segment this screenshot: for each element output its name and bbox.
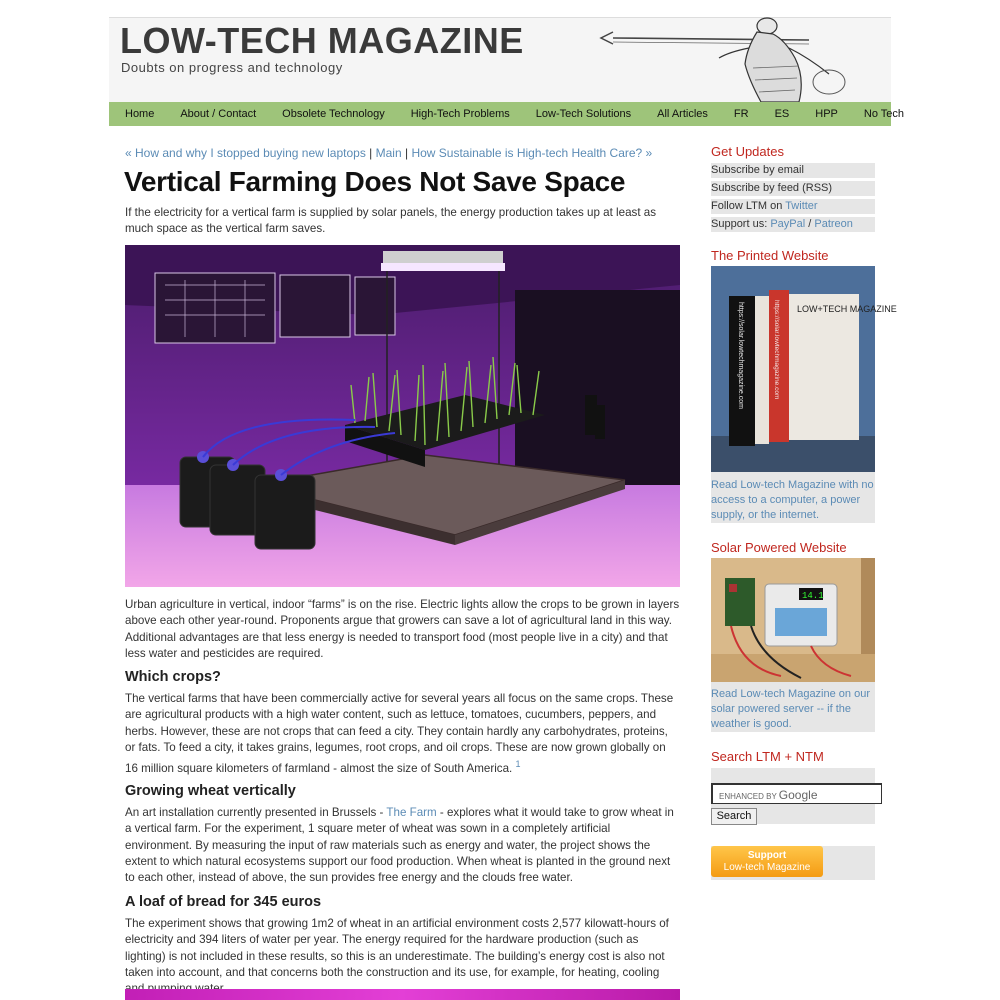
- support-us-row: [711, 217, 875, 232]
- nav-item-hpp[interactable]: HPP: [815, 108, 838, 120]
- paragraph-text: An art installation currently presented in Brussels -: [125, 806, 387, 819]
- get-updates-heading: Get Updates: [711, 144, 784, 159]
- support-button-sublabel: Low-tech Magazine: [723, 862, 811, 873]
- support-separator: /: [805, 218, 815, 230]
- support-prefix: Support us:: [711, 218, 771, 230]
- nav-item-obsolete-technology[interactable]: Obsolete Technology: [282, 108, 385, 120]
- solar-website-heading: Solar Powered Website: [711, 540, 847, 555]
- nav-item-fr[interactable]: FR: [733, 108, 749, 120]
- article-hero-image: [125, 245, 680, 587]
- paragraph-text: - explores what it would take to grow wheat in a vertical farm. For the experiment, 1 square meter of wheat was sown in a completely artificial environment. By measuring the input of raw materials such as energy and water, the project shows the extent to which natural ecosystems support our food production. When wheat is planted in the ground next to each other, instead of above, the sun provides free energy and the clouds free water.: [125, 806, 674, 885]
- footnote-link[interactable]: 1: [515, 759, 521, 770]
- paypal-link[interactable]: PayPal: [770, 218, 806, 230]
- search-box: [711, 768, 875, 824]
- page-title: Vertical Farming Does Not Save Space: [124, 166, 626, 197]
- support-button-label: Support: [747, 850, 787, 861]
- breadcrumb-separator: |: [401, 146, 412, 160]
- paragraph-growing-wheat: [125, 805, 680, 886]
- nav-item-all-articles[interactable]: All Articles: [657, 108, 708, 120]
- previous-article-link[interactable]: « How and why I stopped buying new laptops: [125, 146, 366, 160]
- paragraph-intro: Urban agriculture in vertical, indoor “farms” is on the rise. Electric lights allow the crops to be grown in layers above each other year-round. Proponents argue that growers can save a lot of agricultural land in this way. Additional advantages are that less energy is needed to transport food (most people live in a city) and that less water and pesticides are required.: [125, 598, 680, 660]
- nav-item-es[interactable]: ES: [774, 108, 790, 120]
- search-enhanced-label: ENHANCED BY: [719, 792, 777, 801]
- follow-row: [711, 199, 875, 214]
- paragraph-which-crops-text: The vertical farms that have been commercially active for several years all focus on the same crops. These are agricultural products with a high water content, such as lettuce, tomatoes, cucumbers, peppers, and herbs. However, these are not crops that can feed a city. They contain hardly any carbohydrates, proteins, or fats. To feed a city, it takes grains, legumes, root crops, and oil crops. These are now grown globally on 16 million square kilometers of farmland - almost the size of South America.: [125, 692, 674, 776]
- book-spine-text: https://solar.lowtechmagazine.com: [737, 302, 744, 409]
- nav-item-home[interactable]: Home: [125, 108, 155, 120]
- nav-item-high-tech-problems[interactable]: High-Tech Problems: [410, 108, 510, 120]
- subscribe-feed-link[interactable]: Subscribe by feed (RSS): [711, 181, 875, 196]
- printed-website-card[interactable]: [711, 266, 897, 523]
- paragraph-loaf-of-bread: The experiment shows that growing 1m2 of wheat in an artificial environment costs 2,577 kilowatt-hours of electricity and 394 liters of water per year. The energy required for the hardware production (such as lighting) is not included in these results, so this is an underestimate. The building’s energy cost is also not taken into account, and that concerns both the construction and its use, for example, for heating, cooling: [125, 917, 669, 979]
- paragraph-which-crops: [125, 691, 680, 777]
- nav-item-low-tech-solutions[interactable]: Low-Tech Solutions: [535, 108, 632, 120]
- next-article-link[interactable]: How Sustainable is High-tech Health Care? »: [411, 146, 653, 160]
- book-spine-text: https://solar.lowtechmagazine.com: [773, 300, 780, 400]
- article-second-image: [125, 989, 680, 1000]
- solar-website-text[interactable]: Read Low-tech Magazine on our solar powered server -- if the weather is good.: [711, 688, 870, 730]
- follow-prefix: Follow LTM on: [711, 200, 786, 212]
- support-button[interactable]: [711, 846, 823, 877]
- nav-item-no-tech[interactable]: No Tech: [863, 108, 905, 120]
- printed-website-heading: The Printed Website: [711, 248, 829, 263]
- subscribe-email-link[interactable]: Subscribe by email: [711, 163, 875, 178]
- twitter-link[interactable]: Twitter: [785, 200, 818, 212]
- the-farm-link[interactable]: The Farm: [386, 806, 437, 819]
- solar-server-photo: [711, 558, 875, 682]
- site-header: [109, 17, 891, 103]
- google-logo: Google: [778, 788, 818, 802]
- header-illustration: [509, 18, 891, 102]
- nav-item-about-contact[interactable]: About / Contact: [180, 108, 257, 120]
- charge-display: 14.1: [802, 591, 824, 601]
- patreon-link[interactable]: Patreon: [814, 218, 853, 230]
- section-heading-growing-wheat: Growing wheat vertically: [125, 783, 296, 799]
- article-intro: If the electricity for a vertical farm is supplied by solar panels, the energy production takes up at least as much space as the vertical farm saves.: [125, 206, 657, 236]
- support-box: [711, 846, 875, 880]
- search-heading: Search LTM + NTM: [711, 749, 824, 764]
- main-link[interactable]: Main: [375, 146, 402, 160]
- main-navigation: [109, 102, 905, 126]
- breadcrumb-separator: |: [365, 146, 376, 160]
- search-button[interactable]: Search: [711, 808, 757, 825]
- section-heading-loaf-of-bread: A loaf of bread for 345 euros: [125, 894, 322, 910]
- solar-website-card[interactable]: [711, 558, 875, 732]
- vertical-farm-photo: [125, 245, 680, 587]
- site-tagline: Doubts on progress and technology: [121, 60, 343, 75]
- book-cover-title: LOW+TECH MAGAZINE: [797, 304, 897, 314]
- breadcrumb: [125, 146, 652, 160]
- printed-website-text[interactable]: Read Low-tech Magazine with no access to a computer, a power supply, or the internet.: [711, 479, 874, 521]
- site-title[interactable]: LOW-TECH MAGAZINE: [120, 20, 524, 61]
- search-input[interactable]: [711, 783, 882, 804]
- printed-books-photo: [711, 266, 897, 472]
- section-heading-which-crops: Which crops?: [125, 669, 221, 685]
